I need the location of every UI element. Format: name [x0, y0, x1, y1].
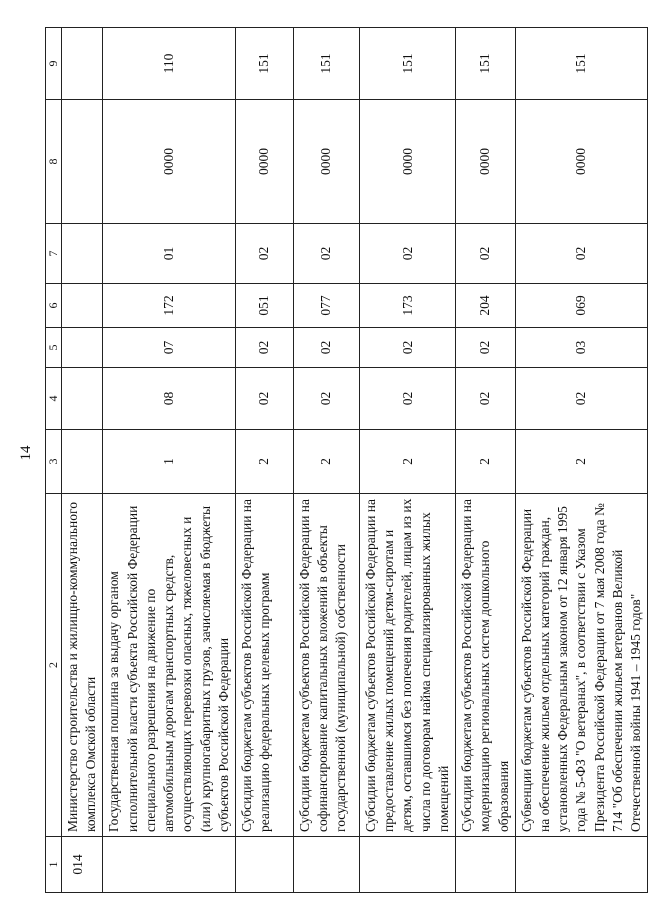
table-row: [293, 28, 359, 893]
cell-c4: 02: [359, 368, 455, 430]
cell-c5: 02: [235, 328, 293, 368]
table-row: [515, 28, 648, 893]
table-row: [456, 28, 516, 893]
section-row: [62, 28, 103, 893]
col-header-6: 6: [46, 284, 62, 328]
section-code: 014: [62, 837, 103, 893]
section-title: Министерство строительства и жилищно-коммунального комплекса Омской области: [62, 494, 103, 837]
col-header-3: 3: [46, 430, 62, 494]
cell-c3: 2: [515, 430, 648, 494]
cell-c5: 02: [359, 328, 455, 368]
cell-c7: 02: [515, 224, 648, 284]
cell-c6: 069: [515, 284, 648, 328]
rotated-table-container: [45, 28, 644, 893]
row-description: Субсидии бюджетам субъектов Российской Федерации на предоставление жилых помещений детям-сиротам и детям, оставшимся без попечения родителей, лицам из их числа по договорам найма специализированных жилых помещений: [359, 494, 455, 837]
cell-c5: 03: [515, 328, 648, 368]
cell-c4: 02: [456, 368, 516, 430]
cell-c6: 173: [359, 284, 455, 328]
col-header-4: 4: [46, 368, 62, 430]
cell-c3: 2: [456, 430, 516, 494]
table-row: [103, 28, 236, 893]
col-header-8: 8: [46, 100, 62, 224]
row-description: Государственная пошлина за выдачу органом исполнительной власти субъекта Российской Федерации специального разрешения на движение по автомобильным дорогам транспортных средств, осуществляющих перевозки опасных, тяжеловесных и (или) крупногабаритных грузов, зачисляемая в бюджеты субъектов Российской Федерации: [103, 494, 236, 837]
cell-c9: 151: [456, 28, 516, 100]
cell-c8: 0000: [515, 100, 648, 224]
cell-c9: 151: [293, 28, 359, 100]
col-header-7: 7: [46, 224, 62, 284]
row-description: Субсидии бюджетам субъектов Российской Федерации на софинансирование капитальных вложений в объекты государственной (муниципальной) собственности: [293, 494, 359, 837]
cell-c7: 02: [235, 224, 293, 284]
cell-c6: 172: [103, 284, 236, 328]
cell-c5: 02: [456, 328, 516, 368]
row-description: Субсидии бюджетам субъектов Российской Федерации на реализацию федеральных целевых программ: [235, 494, 293, 837]
col-header-5: 5: [46, 328, 62, 368]
cell-c6: 051: [235, 284, 293, 328]
cell-c9: 151: [235, 28, 293, 100]
cell-c7: 02: [456, 224, 516, 284]
cell-c8: 0000: [359, 100, 455, 224]
col-header-1: 1: [46, 837, 62, 893]
cell-c9: 151: [359, 28, 455, 100]
cell-c7: 01: [103, 224, 236, 284]
cell-c8: 0000: [103, 100, 236, 224]
cell-c6: 077: [293, 284, 359, 328]
cell-c5: 07: [103, 328, 236, 368]
cell-c3: 1: [103, 430, 236, 494]
cell-c8: 0000: [293, 100, 359, 224]
cell-c9: 110: [103, 28, 236, 100]
cell-c8: 0000: [456, 100, 516, 224]
cell-c4: 02: [515, 368, 648, 430]
cell-c4: 02: [235, 368, 293, 430]
cell-c3: 2: [235, 430, 293, 494]
cell-c9: 151: [515, 28, 648, 100]
cell-c6: 204: [456, 284, 516, 328]
row-description: Субвенции бюджетам субъектов Российской Федерации на обеспечение жильем отдельных категорий граждан, установленных Федеральным законом от 12 января 1995 года № 5-ФЗ "О ветеранах", в соответствии с Указом Президента Российской Федерации от 7 мая 2008 года № 714 "Об обеспечении жильем ветеранов Великой Отечественной войны 1941 – 1945 годов": [515, 494, 648, 837]
cell-c8: 0000: [235, 100, 293, 224]
col-header-2: 2: [46, 494, 62, 837]
cell-c3: 2: [293, 430, 359, 494]
cell-c7: 02: [293, 224, 359, 284]
col-header-9: 9: [46, 28, 62, 100]
cell-c3: 2: [359, 430, 455, 494]
cell-c4: 02: [293, 368, 359, 430]
cell-c5: 02: [293, 328, 359, 368]
cell-c7: 02: [359, 224, 455, 284]
table-row: [235, 28, 293, 893]
cell-c4: 08: [103, 368, 236, 430]
header-row: [46, 28, 62, 893]
row-description: Субсидии бюджетам субъектов Российской Федерации на модернизацию региональных систем дошкольного образования: [456, 494, 516, 837]
table-row: [359, 28, 455, 893]
budget-codes-table: [45, 27, 648, 893]
page-number: 14: [18, 445, 34, 461]
